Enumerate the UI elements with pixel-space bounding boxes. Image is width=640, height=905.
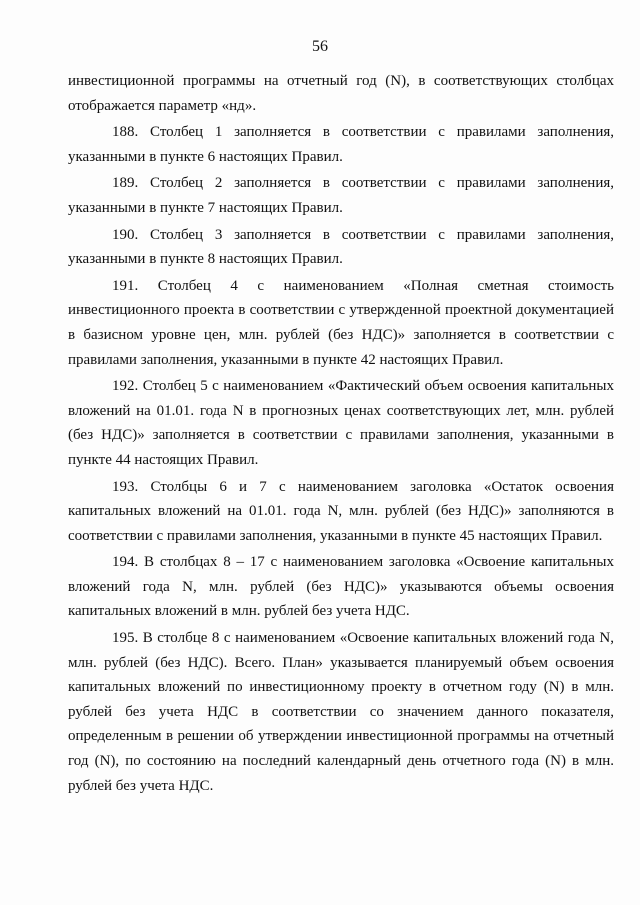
paragraph-193: 193. Столбцы 6 и 7 с наименованием заголовка «Остаток освоения капитальных вложений на 01.01. года N, млн. рублей (без НДС)» заполняются в соответствии с правилами заполнения, указанными в пункте 45 настоящих Правил. [68, 478, 614, 544]
paragraph-195: 195. В столбце 8 с наименованием «Освоение капитальных вложений года N, млн. рублей (без НДС). Всего. План» указывается планируемый объем освоения капитальных вложений по инвестиционному проекту в отчетном году (N) в млн. рублей без учета НДС в соответствии со значением данного показателя, определенным в решении об утверждении инвестиционной программы на отчетный год (N), по состоянию на последний календарный день отчетного года (N) в млн. рублей без учета НДС. [68, 630, 614, 794]
paragraph-191: 191. Столбец 4 с наименованием «Полная сметная стоимость инвестиционного проекта в соответствии с утвержденной проектной документацией в базисном уровне цен, млн. рублей (без НДС)» заполняется в соответствии с правилами заполнения, указанными в пункте 42 настоящих Правил. [68, 277, 614, 368]
paragraph-continuation: инвестиционной программы на отчетный год (N), в соответствующих столбцах отображается параметр «нд». [68, 73, 614, 114]
document-body [68, 69, 614, 798]
page-number: 56 [312, 38, 328, 55]
paragraph-190: 190. Столбец 3 заполняется в соответствии с правилами заполнения, указанными в пункте 8 настоящих Правил. [68, 226, 614, 268]
paragraph-194: 194. В столбцах 8 – 17 с наименованием заголовка «Освоение капитальных вложений года N, млн. рублей (без НДС)» указываются объемы освоения капитальных вложений в млн. рублей без учета НДС. [68, 554, 614, 620]
paragraph-188: 188. Столбец 1 заполняется в соответствии с правилами заполнения, указанными в пункте 6 настоящих Правил. [68, 124, 614, 165]
paragraph-189: 189. Столбец 2 заполняется в соответствии с правилами заполнения, указанными в пункте 7 настоящих Правил. [68, 175, 614, 216]
paragraph-192: 192. Столбец 5 с наименованием «Фактический объем освоения капитальных вложений на 01.01. года N в прогнозных ценах соответствующих лет, млн. рублей (без НДС)» заполняется в соответствии с правилами заполнения, указанными в пункте 44 настоящих Правил. [68, 378, 614, 468]
